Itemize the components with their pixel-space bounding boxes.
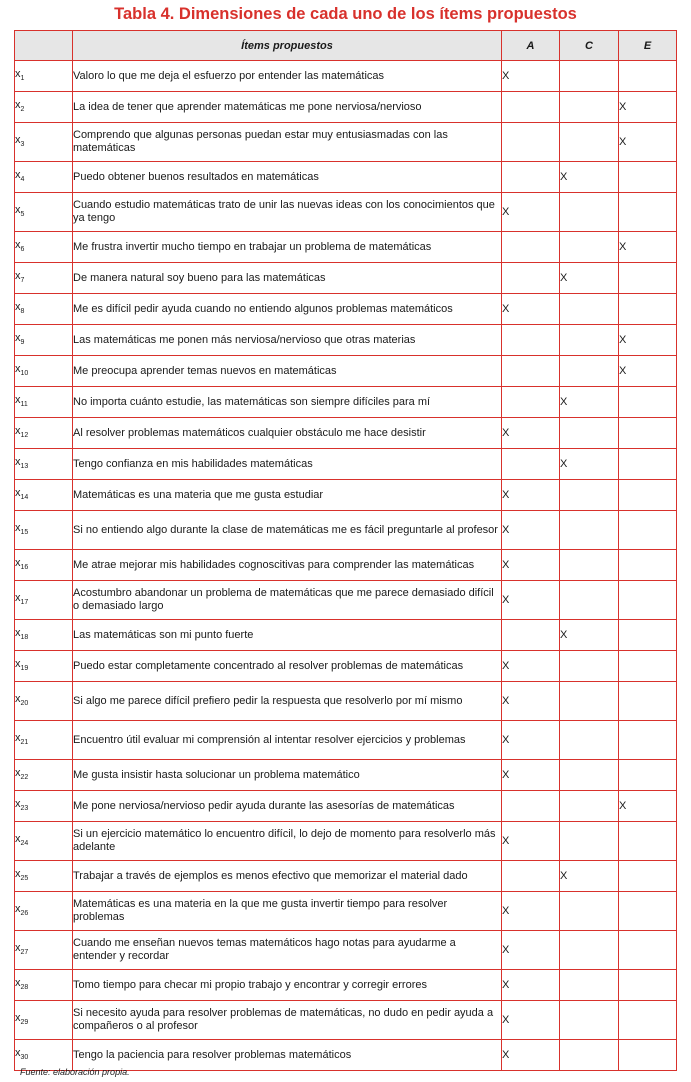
item-statement: Tengo la paciencia para resolver problemas matemáticos bbox=[73, 1040, 502, 1071]
table-header-row bbox=[15, 31, 677, 61]
items-table bbox=[14, 30, 677, 1071]
item-id-cell bbox=[15, 861, 73, 892]
item-statement: Comprendo que algunas personas puedan estar muy entusiasmadas con las matemáticas bbox=[73, 123, 502, 162]
mark-c: X bbox=[560, 620, 619, 651]
mark-a: X bbox=[502, 760, 560, 791]
header-statement: Ítems propuestos bbox=[73, 31, 502, 61]
mark-a bbox=[502, 232, 560, 263]
item-statement: Si necesito ayuda para resolver problemas de matemáticas, no dudo en pedir ayuda a compañeros o al profesor bbox=[73, 1001, 502, 1040]
table-row bbox=[15, 294, 677, 325]
item-variable: x bbox=[15, 692, 21, 705]
item-variable: x bbox=[15, 976, 21, 989]
mark-a: X bbox=[502, 61, 560, 92]
item-statement: Me atrae mejorar mis habilidades cognoscitivas para comprender las matemáticas bbox=[73, 550, 502, 581]
item-id-cell bbox=[15, 511, 73, 550]
item-index: 8 bbox=[20, 307, 25, 315]
mark-e bbox=[619, 620, 677, 651]
table-row bbox=[15, 92, 677, 123]
mark-a: X bbox=[502, 193, 560, 232]
item-index: 18 bbox=[20, 633, 29, 641]
mark-a: X bbox=[502, 550, 560, 581]
item-id-cell bbox=[15, 123, 73, 162]
item-statement: Al resolver problemas matemáticos cualquier obstáculo me hace desistir bbox=[73, 418, 502, 449]
item-id-cell bbox=[15, 721, 73, 760]
mark-e bbox=[619, 861, 677, 892]
item-index: 29 bbox=[20, 1018, 29, 1026]
mark-e bbox=[619, 449, 677, 480]
item-variable: x bbox=[15, 626, 21, 639]
item-variable: x bbox=[15, 521, 21, 534]
mark-a bbox=[502, 387, 560, 418]
table-row bbox=[15, 620, 677, 651]
mark-e bbox=[619, 682, 677, 721]
item-statement: Si no entiendo algo durante la clase de matemáticas me es fácil preguntarle al profesor bbox=[73, 511, 502, 550]
mark-a bbox=[502, 123, 560, 162]
table-row bbox=[15, 682, 677, 721]
item-index: 20 bbox=[20, 699, 29, 707]
mark-c bbox=[560, 294, 619, 325]
item-id-cell bbox=[15, 92, 73, 123]
item-variable: x bbox=[15, 556, 21, 569]
item-statement: Las matemáticas son mi punto fuerte bbox=[73, 620, 502, 651]
item-variable: x bbox=[15, 867, 21, 880]
source-note: Fuente: elaboración propia. bbox=[20, 1067, 130, 1077]
item-index: 17 bbox=[20, 598, 29, 606]
item-statement: Tomo tiempo para checar mi propio trabajo y encontrar y corregir errores bbox=[73, 970, 502, 1001]
item-variable: x bbox=[15, 832, 21, 845]
mark-e bbox=[619, 1040, 677, 1071]
mark-c bbox=[560, 970, 619, 1001]
header-e: E bbox=[619, 31, 677, 61]
item-id-cell bbox=[15, 1040, 73, 1071]
header-c: C bbox=[560, 31, 619, 61]
item-statement: Cuando me enseñan nuevos temas matemáticos hago notas para ayudarme a entender y recordar bbox=[73, 931, 502, 970]
header-id bbox=[15, 31, 73, 61]
header-a: A bbox=[502, 31, 560, 61]
table-row bbox=[15, 162, 677, 193]
item-id-cell bbox=[15, 651, 73, 682]
mark-e bbox=[619, 760, 677, 791]
item-index: 4 bbox=[20, 175, 25, 183]
mark-e bbox=[619, 931, 677, 970]
item-id-cell bbox=[15, 449, 73, 480]
table-row bbox=[15, 449, 677, 480]
mark-e bbox=[619, 294, 677, 325]
item-statement: La idea de tener que aprender matemáticas me pone nerviosa/nervioso bbox=[73, 92, 502, 123]
mark-c bbox=[560, 92, 619, 123]
mark-c bbox=[560, 682, 619, 721]
mark-e bbox=[619, 162, 677, 193]
item-variable: x bbox=[15, 941, 21, 954]
item-variable: x bbox=[15, 238, 21, 251]
item-id-cell bbox=[15, 791, 73, 822]
mark-c bbox=[560, 651, 619, 682]
item-id-cell bbox=[15, 480, 73, 511]
mark-a: X bbox=[502, 892, 560, 931]
mark-c bbox=[560, 791, 619, 822]
item-index: 21 bbox=[20, 738, 29, 746]
mark-e bbox=[619, 61, 677, 92]
item-index: 3 bbox=[20, 140, 25, 148]
item-id-cell bbox=[15, 822, 73, 861]
mark-a: X bbox=[502, 682, 560, 721]
table-row bbox=[15, 263, 677, 294]
item-variable: x bbox=[15, 67, 21, 80]
mark-c bbox=[560, 232, 619, 263]
mark-a: X bbox=[502, 480, 560, 511]
table-row bbox=[15, 61, 677, 92]
item-id-cell bbox=[15, 760, 73, 791]
mark-a bbox=[502, 791, 560, 822]
mark-c bbox=[560, 892, 619, 931]
mark-e bbox=[619, 892, 677, 931]
item-id-cell bbox=[15, 970, 73, 1001]
item-statement: De manera natural soy bueno para las matemáticas bbox=[73, 263, 502, 294]
table-row bbox=[15, 1040, 677, 1071]
item-index: 6 bbox=[20, 245, 25, 253]
mark-a: X bbox=[502, 1040, 560, 1071]
mark-e bbox=[619, 651, 677, 682]
mark-e bbox=[619, 418, 677, 449]
item-id-cell bbox=[15, 1001, 73, 1040]
item-index: 1 bbox=[20, 74, 25, 82]
item-statement: Puedo obtener buenos resultados en matemáticas bbox=[73, 162, 502, 193]
table-body bbox=[15, 61, 677, 1071]
mark-c bbox=[560, 325, 619, 356]
mark-e bbox=[619, 263, 677, 294]
mark-e bbox=[619, 387, 677, 418]
item-index: 16 bbox=[20, 563, 29, 571]
table-row bbox=[15, 325, 677, 356]
item-index: 9 bbox=[20, 338, 25, 346]
item-statement: Me es difícil pedir ayuda cuando no entiendo algunos problemas matemáticos bbox=[73, 294, 502, 325]
item-variable: x bbox=[15, 424, 21, 437]
mark-c bbox=[560, 418, 619, 449]
mark-a: X bbox=[502, 294, 560, 325]
mark-e bbox=[619, 193, 677, 232]
item-id-cell bbox=[15, 892, 73, 931]
mark-a: X bbox=[502, 721, 560, 760]
item-statement: Acostumbro abandonar un problema de matemáticas que me parece demasiado difícil o demasiado largo bbox=[73, 581, 502, 620]
mark-e bbox=[619, 480, 677, 511]
table-row bbox=[15, 721, 677, 760]
item-id-cell bbox=[15, 232, 73, 263]
table-row bbox=[15, 931, 677, 970]
mark-e bbox=[619, 970, 677, 1001]
table-row bbox=[15, 123, 677, 162]
item-variable: x bbox=[15, 203, 21, 216]
item-index: 30 bbox=[20, 1053, 29, 1061]
item-variable: x bbox=[15, 657, 21, 670]
mark-e: X bbox=[619, 123, 677, 162]
item-variable: x bbox=[15, 269, 21, 282]
mark-a bbox=[502, 162, 560, 193]
mark-e bbox=[619, 550, 677, 581]
mark-a bbox=[502, 263, 560, 294]
mark-a: X bbox=[502, 1001, 560, 1040]
item-statement: Matemáticas es una materia en la que me gusta invertir tiempo para resolver problemas bbox=[73, 892, 502, 931]
mark-e: X bbox=[619, 791, 677, 822]
item-index: 13 bbox=[20, 462, 29, 470]
item-id-cell bbox=[15, 620, 73, 651]
item-index: 14 bbox=[20, 493, 29, 501]
table-row bbox=[15, 791, 677, 822]
item-variable: x bbox=[15, 393, 21, 406]
item-id-cell bbox=[15, 325, 73, 356]
item-index: 24 bbox=[20, 839, 29, 847]
item-id-cell bbox=[15, 682, 73, 721]
item-statement: Tengo confianza en mis habilidades matemáticas bbox=[73, 449, 502, 480]
item-variable: x bbox=[15, 731, 21, 744]
item-statement: Trabajar a través de ejemplos es menos efectivo que memorizar el material dado bbox=[73, 861, 502, 892]
mark-e bbox=[619, 511, 677, 550]
mark-a bbox=[502, 356, 560, 387]
mark-c bbox=[560, 480, 619, 511]
item-index: 22 bbox=[20, 773, 29, 781]
item-variable: x bbox=[15, 766, 21, 779]
item-index: 2 bbox=[20, 105, 25, 113]
mark-c: X bbox=[560, 387, 619, 418]
mark-c: X bbox=[560, 449, 619, 480]
item-index: 12 bbox=[20, 431, 29, 439]
item-variable: x bbox=[15, 168, 21, 181]
mark-a: X bbox=[502, 651, 560, 682]
item-statement: Valoro lo que me deja el esfuerzo por entender las matemáticas bbox=[73, 61, 502, 92]
item-id-cell bbox=[15, 418, 73, 449]
mark-a: X bbox=[502, 822, 560, 861]
mark-c bbox=[560, 123, 619, 162]
mark-c bbox=[560, 550, 619, 581]
item-statement: Si un ejercicio matemático lo encuentro difícil, lo dejo de momento para resolverlo más adelante bbox=[73, 822, 502, 861]
table-row bbox=[15, 970, 677, 1001]
item-statement: Matemáticas es una materia que me gusta estudiar bbox=[73, 480, 502, 511]
table-row bbox=[15, 861, 677, 892]
mark-e bbox=[619, 822, 677, 861]
item-statement: Encuentro útil evaluar mi comprensión al intentar resolver ejercicios y problemas bbox=[73, 721, 502, 760]
item-index: 28 bbox=[20, 983, 29, 991]
item-id-cell bbox=[15, 263, 73, 294]
item-index: 19 bbox=[20, 664, 29, 672]
item-statement: Me frustra invertir mucho tiempo en trabajar un problema de matemáticas bbox=[73, 232, 502, 263]
item-variable: x bbox=[15, 300, 21, 313]
item-variable: x bbox=[15, 455, 21, 468]
mark-c bbox=[560, 822, 619, 861]
item-statement: Las matemáticas me ponen más nerviosa/nervioso que otras materias bbox=[73, 325, 502, 356]
mark-e: X bbox=[619, 356, 677, 387]
item-variable: x bbox=[15, 331, 21, 344]
item-id-cell bbox=[15, 931, 73, 970]
mark-a bbox=[502, 92, 560, 123]
item-index: 11 bbox=[20, 400, 28, 408]
mark-e bbox=[619, 581, 677, 620]
table-row bbox=[15, 511, 677, 550]
mark-c bbox=[560, 1001, 619, 1040]
mark-c: X bbox=[560, 861, 619, 892]
table-row bbox=[15, 550, 677, 581]
mark-c bbox=[560, 356, 619, 387]
table-row bbox=[15, 651, 677, 682]
mark-c bbox=[560, 193, 619, 232]
item-id-cell bbox=[15, 193, 73, 232]
table-row bbox=[15, 1001, 677, 1040]
item-variable: x bbox=[15, 98, 21, 111]
mark-c bbox=[560, 721, 619, 760]
table-row bbox=[15, 480, 677, 511]
item-index: 23 bbox=[20, 804, 29, 812]
item-statement: Me gusta insistir hasta solucionar un problema matemático bbox=[73, 760, 502, 791]
mark-c bbox=[560, 581, 619, 620]
item-id-cell bbox=[15, 581, 73, 620]
item-id-cell bbox=[15, 162, 73, 193]
mark-e: X bbox=[619, 325, 677, 356]
item-variable: x bbox=[15, 133, 21, 146]
mark-c: X bbox=[560, 263, 619, 294]
mark-a: X bbox=[502, 418, 560, 449]
table-row bbox=[15, 387, 677, 418]
item-index: 25 bbox=[20, 874, 29, 882]
mark-a bbox=[502, 325, 560, 356]
mark-c bbox=[560, 61, 619, 92]
mark-c bbox=[560, 760, 619, 791]
mark-c: X bbox=[560, 162, 619, 193]
item-index: 10 bbox=[20, 369, 29, 377]
table-row bbox=[15, 892, 677, 931]
item-statement: Me preocupa aprender temas nuevos en matemáticas bbox=[73, 356, 502, 387]
item-variable: x bbox=[15, 1011, 21, 1024]
table-row bbox=[15, 822, 677, 861]
table-row bbox=[15, 356, 677, 387]
mark-e: X bbox=[619, 92, 677, 123]
mark-e bbox=[619, 721, 677, 760]
mark-a bbox=[502, 449, 560, 480]
mark-c bbox=[560, 511, 619, 550]
mark-a: X bbox=[502, 581, 560, 620]
table-row bbox=[15, 193, 677, 232]
item-statement: Puedo estar completamente concentrado al resolver problemas de matemáticas bbox=[73, 651, 502, 682]
item-variable: x bbox=[15, 591, 21, 604]
item-statement: Si algo me parece difícil prefiero pedir la respuesta que resolverlo por mí mismo bbox=[73, 682, 502, 721]
mark-c bbox=[560, 931, 619, 970]
item-index: 5 bbox=[20, 210, 25, 218]
mark-c bbox=[560, 1040, 619, 1071]
mark-a: X bbox=[502, 970, 560, 1001]
item-id-cell bbox=[15, 387, 73, 418]
table-title: Tabla 4. Dimensiones de cada uno de los ítems propuestos bbox=[114, 5, 577, 23]
mark-e bbox=[619, 1001, 677, 1040]
item-variable: x bbox=[15, 797, 21, 810]
item-variable: x bbox=[15, 486, 21, 499]
item-variable: x bbox=[15, 362, 21, 375]
item-index: 15 bbox=[20, 528, 29, 536]
item-variable: x bbox=[15, 1046, 21, 1059]
item-index: 26 bbox=[20, 909, 29, 917]
table-row bbox=[15, 581, 677, 620]
item-index: 7 bbox=[20, 276, 25, 284]
item-id-cell bbox=[15, 61, 73, 92]
mark-a: X bbox=[502, 511, 560, 550]
item-index: 27 bbox=[20, 948, 29, 956]
mark-a: X bbox=[502, 931, 560, 970]
mark-e: X bbox=[619, 232, 677, 263]
item-id-cell bbox=[15, 294, 73, 325]
table-row bbox=[15, 760, 677, 791]
table-row bbox=[15, 232, 677, 263]
mark-a bbox=[502, 861, 560, 892]
item-statement: Me pone nerviosa/nervioso pedir ayuda durante las asesorías de matemáticas bbox=[73, 791, 502, 822]
item-statement: Cuando estudio matemáticas trato de unir las nuevas ideas con los conocimientos que ya tengo bbox=[73, 193, 502, 232]
table-row bbox=[15, 418, 677, 449]
mark-a bbox=[502, 620, 560, 651]
item-id-cell bbox=[15, 356, 73, 387]
item-statement: No importa cuánto estudie, las matemáticas son siempre difíciles para mí bbox=[73, 387, 502, 418]
item-id-cell bbox=[15, 550, 73, 581]
item-variable: x bbox=[15, 902, 21, 915]
